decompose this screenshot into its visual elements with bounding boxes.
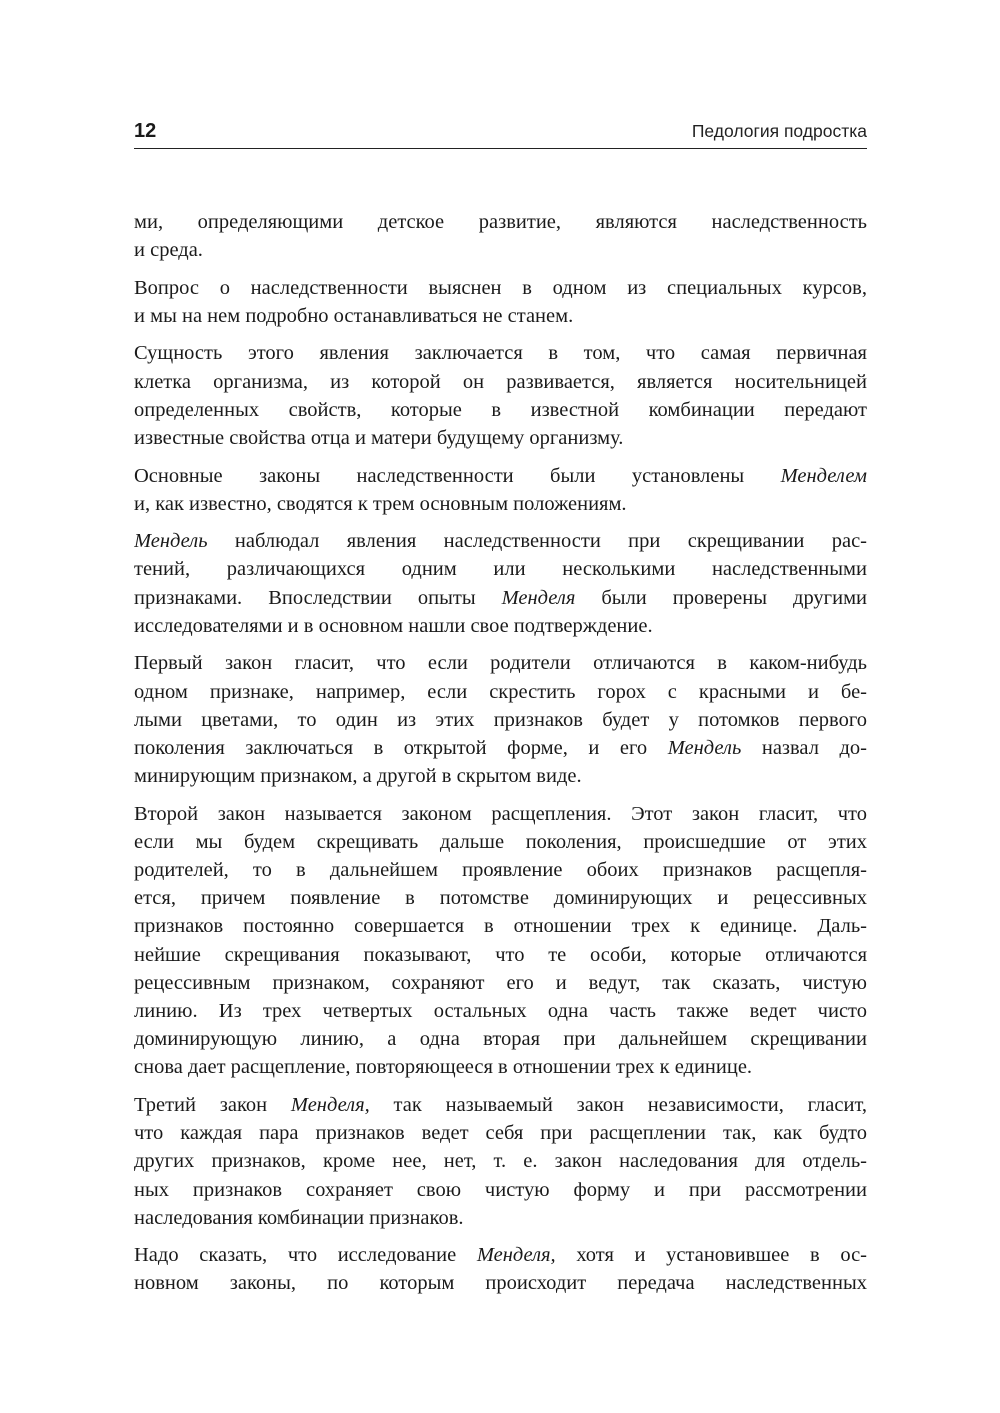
text-run: так называемый закон независимости, гласит, [369,1093,867,1116]
text-run: и, как известно, сводятся к трем основным положениям. [134,492,627,515]
text-line [134,1119,867,1147]
text-run: тений, различающихся одним или несколькими наследственными [134,558,867,581]
paragraph [134,1241,867,1297]
text-line [134,555,867,583]
text-line [134,1241,867,1269]
text-line [134,734,867,762]
text-run: назвал до- [741,736,867,759]
text-line [134,1025,867,1053]
text-run: если мы будем скрещивать дальше поколения, происшедшие от этих [134,830,867,853]
text-run: рецессивным признаком, сохраняют его и ведут, так сказать, чистую [134,971,867,994]
text-run: признаков постоянно совершается в отношении трех к единице. Даль- [134,915,867,938]
text-run: Первый закон гласит, что если родители отличаются в каком-нибудь [134,652,867,675]
text-run: Сущность этого явления заключается в том, что самая первичная [134,342,867,365]
paragraph [134,462,867,518]
text-run: лыми цветами, то один из этих признаков будет у потомков первого [134,708,867,731]
text-line [134,1091,867,1119]
paragraph [134,527,867,640]
text-run: других признаков, кроме нее, нет, т. е. закон наследования для отдель- [134,1150,867,1173]
text-run: известные свойства отца и матери будущему организму. [134,427,624,450]
text-run: Третий закон [134,1093,291,1116]
text-line [134,1204,867,1232]
text-line [134,1053,867,1081]
text-run: хотя и установившее в ос- [555,1244,867,1267]
text-line [134,424,867,452]
body-text [134,208,867,1307]
italic-name: Менделем [780,464,867,487]
running-title: Педология подростка [691,120,867,141]
italic-name: Мендель [134,530,208,553]
text-run: Надо сказать, что исследование [134,1244,477,1267]
text-run: признаками. Впоследствии опыты [134,586,502,609]
text-run: исследователями и в основном нашли свое подтверждение. [134,614,653,637]
text-line [134,1269,867,1297]
text-line [134,941,867,969]
text-line [134,997,867,1025]
text-run: Основные законы наследственности были установлены [134,464,781,487]
text-line [134,274,867,302]
text-run: одном признаке, например, если скрестить горох с красными и бе- [134,680,867,703]
text-line [134,490,867,518]
text-run: были проверены другими [575,586,867,609]
italic-name: Мендель [667,736,742,759]
text-run: что каждая пара признаков ведет себя при расщеплении так, как будто [134,1122,867,1145]
text-run: нейшие скрещивания показывают, что те особи, которые отличаются [134,943,867,966]
text-line [134,969,867,997]
text-line [134,368,867,396]
text-run: ется, причем появление в потомстве доминирующих и рецессивных [134,887,867,910]
text-line [134,462,867,490]
text-run: поколения заключаться в открытой форме, и его [134,736,668,759]
text-line [134,302,867,330]
text-run: снова дает расщепление, повторяющееся в отношении трех к единице. [134,1056,753,1079]
text-run: минирующим признаком, а другой в скрытом виде. [134,765,582,788]
text-run: определенных свойств, которые в известной комбинации передают [134,398,867,421]
italic-name: Менделя, [290,1093,370,1116]
text-line [134,527,867,555]
text-line [134,678,867,706]
text-run: доминирующую линию, а одна вторая при дальнейшем скрещивании [134,1028,867,1051]
text-line [134,884,867,912]
page-number: 12 [134,120,157,142]
text-run: клетка организма, из которой он развивается, является носительницей [134,370,867,393]
paragraph [134,800,867,1082]
text-run: родителей, то в дальнейшем проявление обоих признаков расщепля- [134,859,867,882]
text-run: наблюдал явления наследственности при скрещивании рас- [207,530,867,553]
text-line [134,800,867,828]
text-line [134,339,867,367]
text-run: и среда. [134,239,203,262]
text-line [134,762,867,790]
text-line [134,828,867,856]
paragraph [134,274,867,330]
italic-name: Менделя, [476,1244,556,1267]
text-line [134,396,867,424]
text-line [134,912,867,940]
paragraph [134,208,867,264]
text-run: ми, определяющими детское развитие, являются наследственность [134,211,867,233]
text-run: новном законы, по которым происходит передача наследственных [134,1272,867,1295]
text-line [134,584,867,612]
text-line [134,208,867,236]
text-line [134,1176,867,1204]
text-line [134,1147,867,1175]
text-line [134,649,867,677]
page-header [134,114,867,149]
text-line [134,612,867,640]
italic-name: Менделя [501,586,576,609]
paragraph [134,1091,867,1232]
text-run: наследования комбинации признаков. [134,1206,464,1229]
text-line [134,706,867,734]
paragraph [134,649,867,790]
text-run: линию. Из трех четвертых остальных одна часть также ведет чисто [134,1000,867,1023]
text-line [134,236,867,264]
text-run: Второй закон называется законом расщепления. Этот закон гласит, что [134,802,867,825]
text-line [134,856,867,884]
text-run: и мы на нем подробно останавливаться не станем. [134,304,574,327]
text-run: Вопрос о наследственности выяснен в одном из специальных курсов, [134,276,867,299]
paragraph [134,339,867,452]
text-run: ных признаков сохраняет свою чистую форму и при рассмотрении [134,1178,867,1201]
